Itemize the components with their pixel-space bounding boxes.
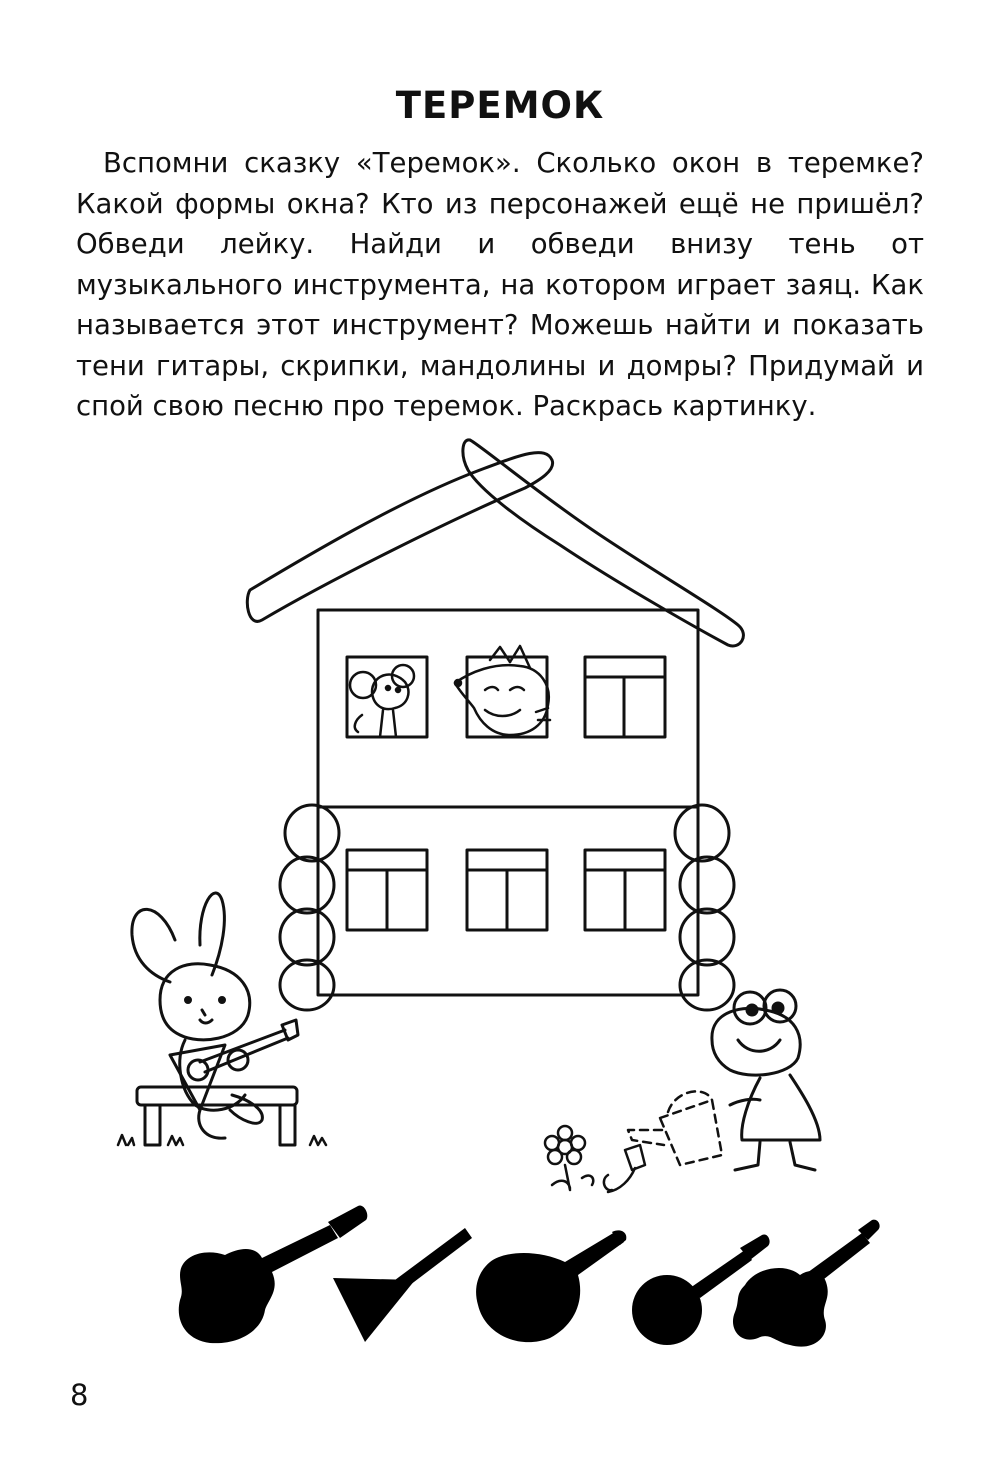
flower-icon: [545, 1126, 593, 1190]
task-text: Вспомни сказку «Теремок». Сколько окон в теремке? Какой формы окна? Кто из персонажей ещё не пришёл? Обведи лейку. Найди и обведи внизу тень от музыкального инструмента, на котором играет заяц. Как называется этот инструмент? Можешь найти и показать тени гитары, скрипки, мандолины и домры? Придумай и спой свою песню про теремок. Раскрась картинку.: [76, 147, 924, 422]
guitar-shadow-icon: [179, 1206, 368, 1344]
frog-icon: [712, 990, 820, 1170]
bell-flower-icon: [604, 1145, 645, 1192]
page-number: 8: [70, 1378, 89, 1412]
balalaika-shadow-icon: [333, 1228, 472, 1342]
mouse-icon: [350, 665, 414, 737]
teremok-house: [247, 440, 743, 1010]
logs-right: [675, 805, 734, 1010]
upper-floor: [318, 610, 698, 807]
page-title: ТЕРЕМОК: [395, 84, 605, 127]
window-2: [467, 657, 547, 737]
roof-beam-right: [463, 440, 744, 646]
roof-beam-left: [247, 453, 552, 622]
hare-icon: [132, 893, 262, 1138]
bench-icon: [137, 1087, 297, 1145]
mandolin-shadow-icon: [476, 1230, 626, 1342]
logs-left: [280, 805, 339, 1010]
violin-shadow-icon: [733, 1220, 880, 1347]
fox-icon: [455, 646, 550, 735]
